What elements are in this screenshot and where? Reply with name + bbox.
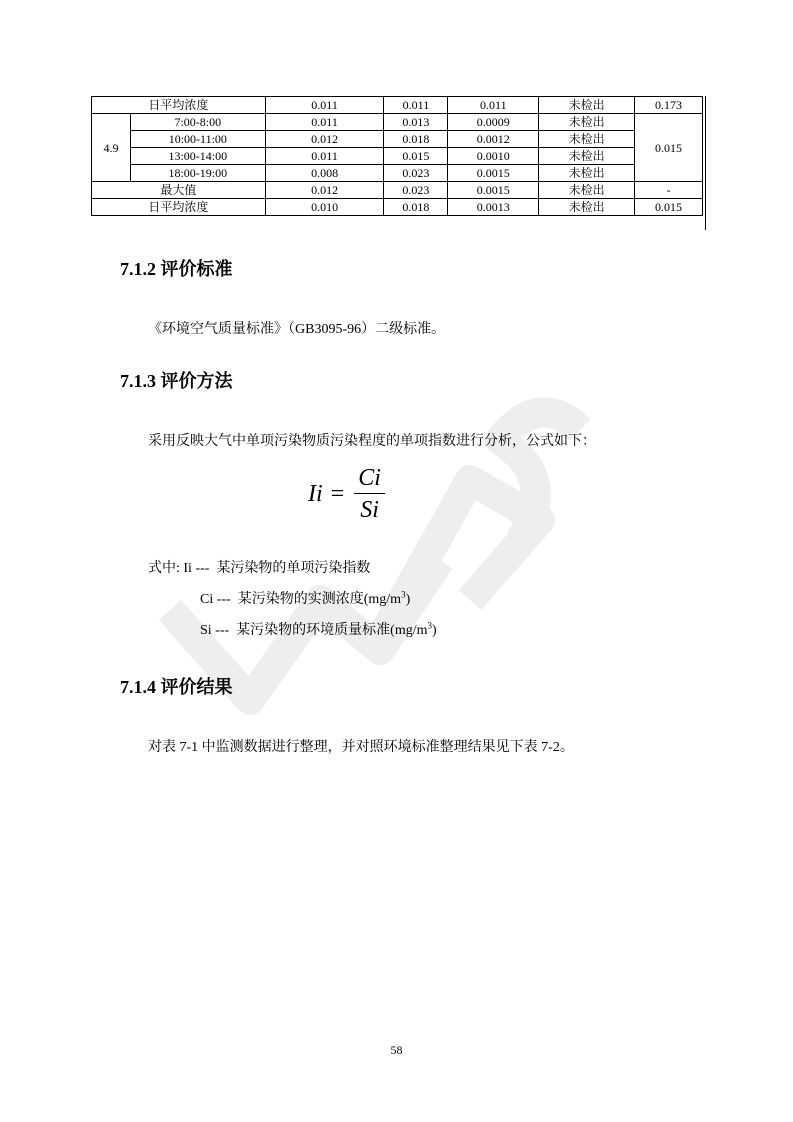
cell: 0.015 bbox=[384, 148, 448, 165]
cell: 0.011 bbox=[265, 114, 384, 131]
time-cell: 10:00-11:00 bbox=[130, 131, 265, 148]
standard-text: 《环境空气质量标准》（GB3095-96）二级标准。 bbox=[148, 322, 446, 337]
def-prefix: 式中: Ii --- bbox=[148, 561, 217, 576]
table-row bbox=[92, 199, 703, 216]
cell: 0.0015 bbox=[448, 182, 539, 199]
cell: - bbox=[635, 182, 703, 199]
def-desc: 某污染物的单项污染指数 bbox=[216, 561, 371, 576]
def-unit-close: ) bbox=[432, 623, 437, 638]
cell: 0.0012 bbox=[448, 131, 539, 148]
cell: 0.015 bbox=[635, 114, 703, 182]
def-unit-sup: 3 bbox=[401, 589, 406, 600]
cell: 0.015 bbox=[635, 199, 703, 216]
formula-lhs: Ii bbox=[308, 481, 323, 507]
table-row bbox=[92, 148, 703, 165]
formula-numerator: Ci bbox=[354, 463, 385, 494]
monitoring-data-table bbox=[91, 96, 703, 216]
def-unit-close: ) bbox=[405, 592, 411, 607]
table-row bbox=[92, 165, 703, 182]
cell: 0.018 bbox=[384, 131, 448, 148]
cell: 未检出 bbox=[539, 97, 635, 114]
def-prefix: Si --- bbox=[200, 623, 237, 638]
cell: 0.018 bbox=[384, 199, 448, 216]
table-row bbox=[92, 97, 703, 114]
cell: 未检出 bbox=[539, 114, 635, 131]
section-heading-7-1-3: 7.1.3 评价方法 bbox=[120, 371, 233, 391]
cell: 0.0013 bbox=[448, 199, 539, 216]
def-desc: 某污染物的环境质量标准 bbox=[236, 623, 391, 638]
cell: 0.013 bbox=[384, 114, 448, 131]
cell: 0.011 bbox=[265, 97, 384, 114]
def-unit: (mg/m bbox=[390, 623, 428, 638]
cell: 0.0010 bbox=[448, 148, 539, 165]
cell: 0.173 bbox=[635, 97, 703, 114]
def-prefix: Ci --- bbox=[200, 592, 238, 607]
cell: 0.012 bbox=[265, 131, 384, 148]
row-label: 日平均浓度 bbox=[92, 97, 266, 114]
time-cell: 13:00-14:00 bbox=[130, 148, 265, 165]
cell: 0.011 bbox=[265, 148, 384, 165]
time-cell: 18:00-19:00 bbox=[130, 165, 265, 182]
definition-ci bbox=[200, 588, 410, 608]
cell: 0.023 bbox=[384, 182, 448, 199]
cell: 0.010 bbox=[265, 199, 384, 216]
row-label: 日平均浓度 bbox=[92, 199, 266, 216]
time-cell: 7:00-8:00 bbox=[130, 114, 265, 131]
cell: 0.011 bbox=[448, 97, 539, 114]
row-label: 最大值 bbox=[92, 182, 266, 199]
cell: 0.0009 bbox=[448, 114, 539, 131]
cell: 0.0015 bbox=[448, 165, 539, 182]
def-desc: 某污染物的实测浓度 bbox=[237, 592, 364, 607]
date-cell: 4.9 bbox=[92, 114, 131, 182]
table-border bbox=[705, 96, 706, 230]
cell: 0.023 bbox=[384, 165, 448, 182]
method-text: 采用反映大气中单项污染物质污染程度的单项指数进行分析，公式如下： bbox=[148, 434, 596, 449]
table-row bbox=[92, 182, 703, 199]
cell: 0.008 bbox=[265, 165, 384, 182]
cell: 0.011 bbox=[384, 97, 448, 114]
formula-equals: = bbox=[330, 481, 345, 507]
page-number: 58 bbox=[390, 1043, 403, 1057]
def-unit-sup: 3 bbox=[427, 620, 433, 631]
index-formula bbox=[308, 463, 385, 526]
cell: 0.012 bbox=[265, 182, 384, 199]
formula-fraction bbox=[354, 463, 385, 526]
result-text: 对表 7-1 中监测数据进行整理，并对照环境标准整理结果见下表 7-2。 bbox=[148, 740, 574, 755]
cell: 未检出 bbox=[539, 182, 635, 199]
def-unit: (mg/m bbox=[363, 592, 402, 607]
definition-si bbox=[200, 619, 437, 639]
section-heading-7-1-4: 7.1.4 评价结果 bbox=[120, 677, 233, 697]
section-heading-7-1-2: 7.1.2 评价标准 bbox=[120, 259, 233, 279]
formula-denominator: Si bbox=[360, 497, 379, 523]
cell: 未检出 bbox=[539, 131, 635, 148]
cell: 未检出 bbox=[539, 165, 635, 182]
cell: 未检出 bbox=[539, 148, 635, 165]
cell: 未检出 bbox=[539, 199, 635, 216]
table-row bbox=[92, 114, 703, 131]
definition-ii bbox=[148, 557, 370, 577]
table-row bbox=[92, 131, 703, 148]
